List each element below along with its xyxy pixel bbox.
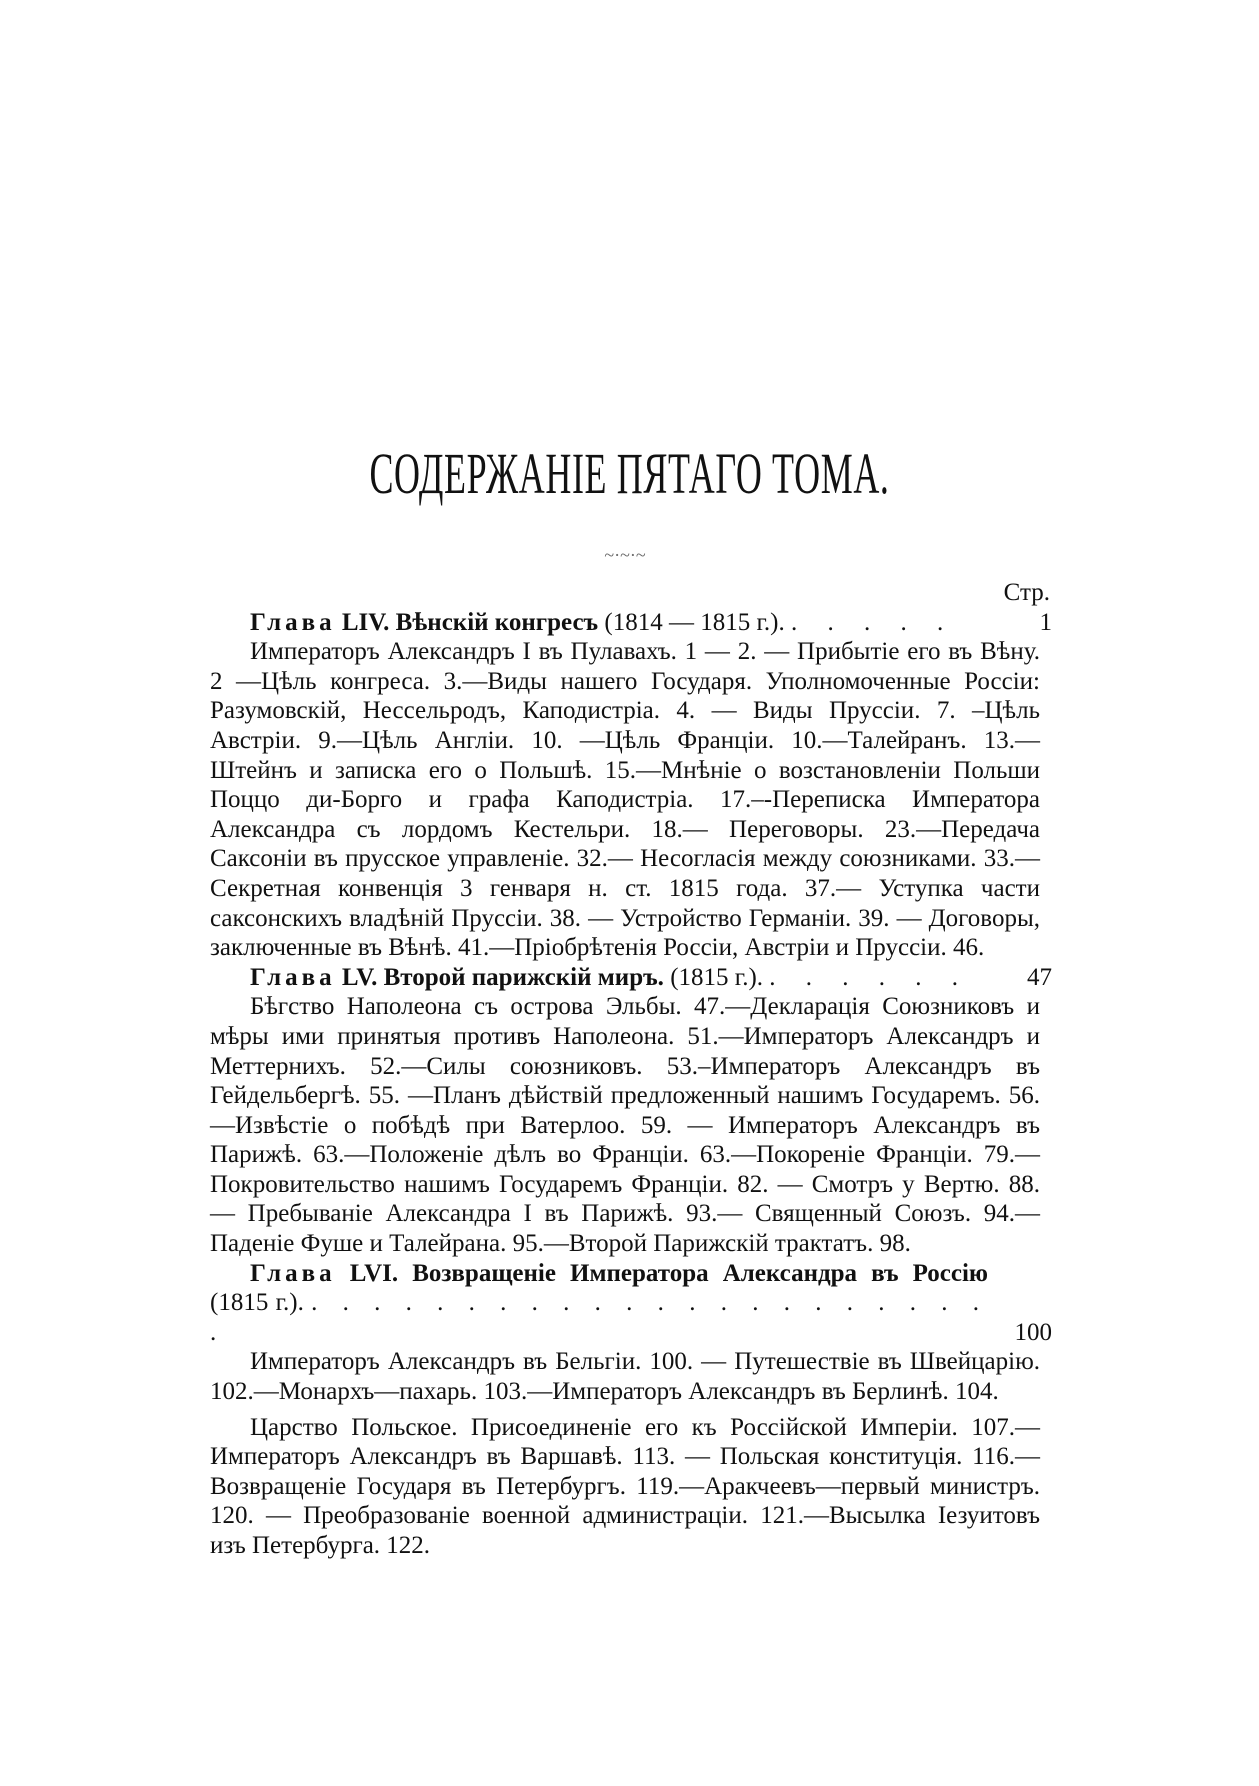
- chapter-number: LVI.: [349, 1259, 399, 1287]
- chapter-page-number: 47: [1027, 963, 1052, 991]
- chapter-title: Вѣнскій конгресъ: [395, 608, 599, 636]
- chapter-summary: Бѣгство Наполеона съ острова Эльбы. 47.—Декларація Союзниковъ и мѣры ими принятыя противъ Наполеона. 51.—Императоръ Александръ и Меттернихъ. 52.—Силы союзниковъ. 53.–Императоръ Александръ въ Гейдельбергѣ. 55. —Планъ дѣйствій предложенный нашимъ Государемъ. 56. —Извѣстіе о побѣдѣ при Ватерлоо. 59. — Императоръ Александръ въ Парижѣ. 63.—Положеніе дѣлъ во Франціи. 63.—Покореніе Франціи. 79.— Покровительство нашимъ Государемъ Франціи. 82. — Смотръ у Вертю. 88. — Пребываніе Александра I въ Парижѣ. 93.— Священный Союзъ. 94.— Паденіе Фуше и Талейрана. 95.—Второй Парижскій трактатъ. 98.: [210, 993, 1040, 1258]
- chapter-heading-55: [210, 963, 1052, 993]
- page-column-header: Стр.: [1003, 579, 1050, 606]
- table-of-contents: [210, 578, 1052, 1561]
- chapter-heading-56: [210, 1259, 1052, 1348]
- chapter-title: Возвращеніе Императора Александра въ Россію: [412, 1259, 989, 1287]
- chapter-label: Глава: [250, 963, 336, 991]
- dot-leaders: . . . . . .: [769, 963, 971, 991]
- chapter-dates: (1815 г.).: [210, 1289, 304, 1317]
- chapter-number: LIV.: [341, 608, 390, 636]
- chapter-page-number: 100: [1014, 1318, 1052, 1346]
- title-ornament: ~·~·~: [604, 545, 646, 565]
- chapter-summary: Императоръ Александръ въ Бельгіи. 100. — Путешествіе въ Швейцарію. 102.—Монархъ—пахарь. 103.—Императоръ Александръ въ Берлинѣ. 104.: [210, 1348, 1040, 1406]
- chapter-number: LV.: [341, 963, 378, 991]
- chapter-page-number: 1: [1039, 608, 1052, 636]
- dot-leaders: . . . . .: [790, 608, 956, 636]
- chapter-dates: (1815 г.).: [670, 963, 764, 991]
- page-title: СОДЕРЖАНІЕ ПЯТАГО ТОМА.: [369, 441, 890, 506]
- chapter-title: Второй парижскій миръ.: [383, 963, 664, 991]
- chapter-label: Глава: [250, 608, 336, 636]
- dot-leaders: . . . . . . . . . . . . . . . . . . . . . . .: [210, 1289, 989, 1346]
- chapter-summary-continued: Царство Польское. Присоединеніе его къ Россійской Имперіи. 107.— Императоръ Александръ въ Варшавѣ. 113. — Польская конституція. 116.—Возвращеніе Государя въ Петербургъ. 119.—Аракчеевъ—первый министръ. 120. — Преобразованіе военной администраціи. 121.—Высылка Іезуитовъ изъ Петербурга. 122.: [210, 1413, 1040, 1559]
- chapter-summary: Императоръ Александръ I въ Пулавахъ. 1 — 2. — Прибытіе его въ Вѣну. 2 —Цѣль конгреса. 3.—Виды нашего Государя. Уполномоченные Россіи: Разумовскій, Нессельродъ, Каподистріа. 4. — Виды Пруссіи. 7. –Цѣль Австріи. 9.—Цѣль Англіи. 10. —Цѣль Франціи. 10.—Талейранъ. 13.—Штейнъ и записка его о Польшѣ. 15.—Мнѣніе о возстановленіи Польши Поццо ди-Борго и графа Каподистріа. 17.–-Переписка Императора Александра съ лордомъ Кестельри. 18.— Переговоры. 23.—Передача Саксоніи въ прусское управленіе. 32.— Несогласія между союзниками. 33.—Секретная конвенція 3 генваря н. ст. 1815 года. 37.— Уступка части саксонскихъ владѣній Пруссіи. 38. — Устройство Германіи. 39. — Договоры, заключенные въ Вѣнѣ. 41.—Пріобрѣтенія Россіи, Австріи и Пруссіи. 46.: [210, 638, 1040, 962]
- chapter-dates: (1814 — 1815 г.).: [604, 608, 785, 636]
- chapter-label: Глава: [250, 1259, 336, 1287]
- chapter-heading-54: [210, 608, 1052, 638]
